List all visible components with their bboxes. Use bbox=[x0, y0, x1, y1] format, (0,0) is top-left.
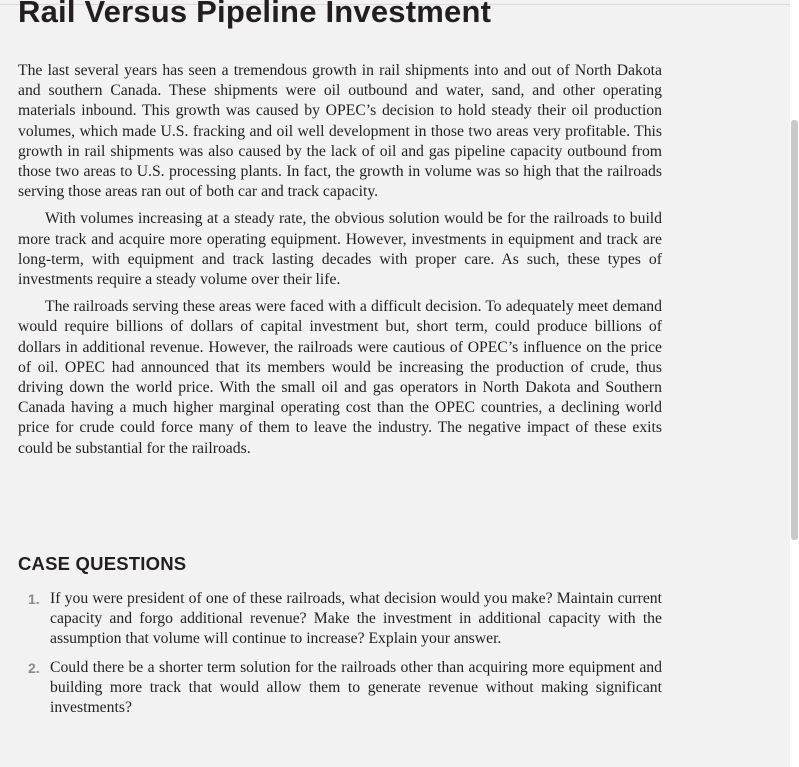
question-number: 1. bbox=[28, 591, 40, 607]
vertical-scrollbar[interactable] bbox=[790, 0, 799, 767]
question-item bbox=[18, 658, 662, 719]
body-paragraph: With volumes increasing at a steady rate, the obvious solution would be for the railroads to build more track and acquire more operating equipment. However, investments in equipment and track are long-term, with equipment and track lasting decades with proper care. As such, these types of investments require a steady volume over their life. bbox=[18, 210, 662, 289]
question-item bbox=[18, 589, 662, 650]
body-paragraph: The last several years has seen a tremendous growth in rail shipments into and out of North Dakota and southern Canada. These shipments were oil outbound and water, sand, and other operating materials inbound. This growth was caused by OPEC’s decision to hold steady their oil production volumes, which made U.S. fracking and oil well development in those two areas very profitable. This growth in rail shipments was also caused by the lack of oil and gas pipeline capacity outbound from those two areas to U.S. processing plants. In fact, the growth in volume was so high that the railroads serving those areas ran out of both car and track capacity. bbox=[18, 62, 662, 201]
question-number: 2. bbox=[28, 659, 40, 676]
scrollbar-thumb[interactable] bbox=[791, 120, 798, 540]
body-paragraph: The railroads serving these areas were faced with a difficult decision. To adequately meet demand would require billions of dollars of capital investment but, short term, could produce billions of dollars in additional revenue. However, the railroads were cautious of OPEC’s influence on the price of oil. OPEC had announced that its members would be increasing the production of crude, thus driving down the world price. With the small oil and gas operators in North Dakota and Southern Canada having a much higher marginal operating cost than the OPEC countries, a declining world price for crude could force many of them to leave the industry. The negative impact of these exits could be substantial for the railroads. bbox=[18, 298, 662, 457]
question-text: If you were president of one of these railroads, what decision would you make? Maintain current capacity and forgo additional revenue? Make the investment in additional capacity with the assumption that volume will continue to increase? Explain your answer. bbox=[50, 590, 662, 648]
case-questions-list bbox=[18, 589, 662, 726]
case-body bbox=[18, 61, 662, 466]
case-questions-heading: CASE QUESTIONS bbox=[18, 553, 187, 574]
question-text: Could there be a shorter term solution for the railroads other than acquiring more equipment and building more track that would allow them to generate revenue without making significant investments? bbox=[50, 658, 662, 717]
case-title: Rail Versus Pipeline Investment bbox=[18, 0, 492, 29]
